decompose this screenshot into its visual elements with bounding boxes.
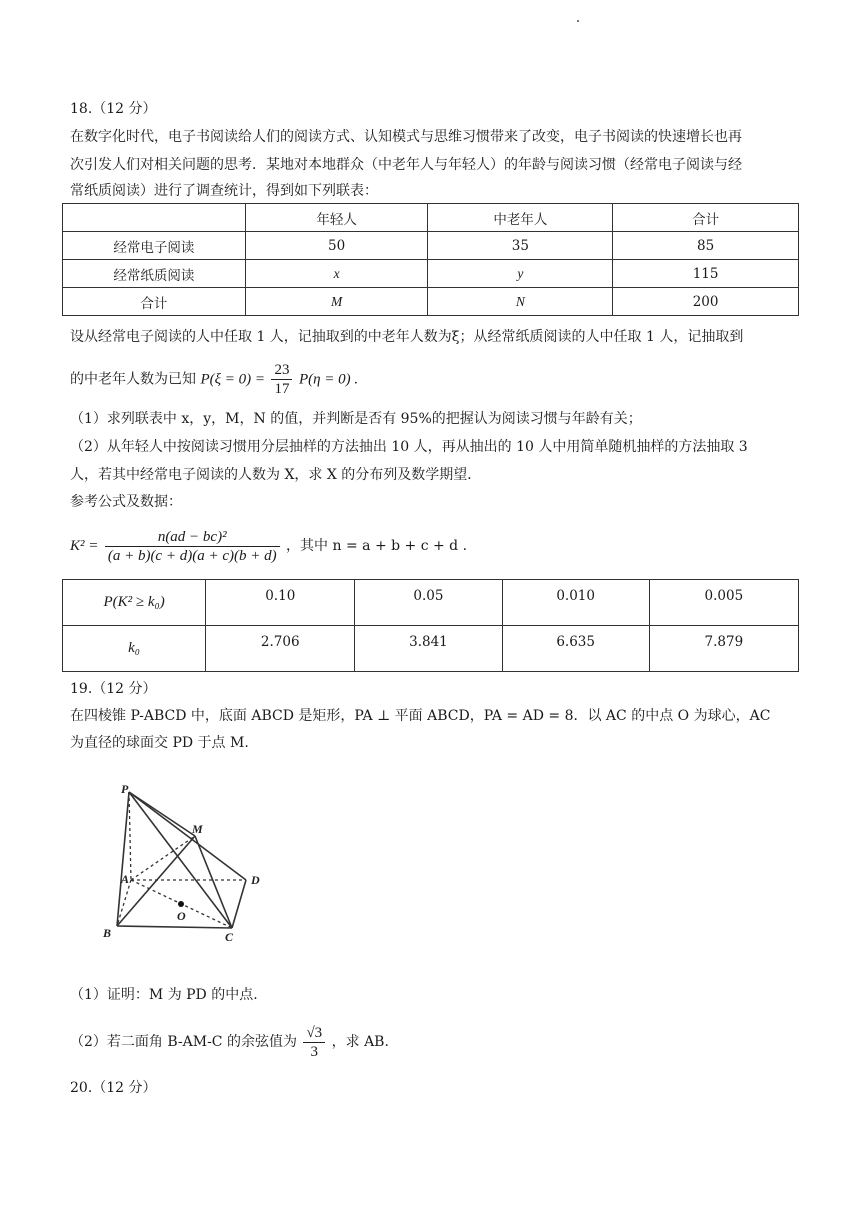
table-cell: N — [428, 288, 613, 316]
table-header-cell: 年轻人 — [245, 204, 428, 232]
cosine-numerator: √3 — [303, 1024, 325, 1043]
q19-part-2 — [70, 1023, 389, 1061]
center-point-O — [178, 901, 184, 907]
chi-square-formula — [70, 524, 467, 568]
q18-header: 18.（12 分） — [70, 101, 157, 117]
label-B: B — [103, 926, 112, 940]
table-cell: 经常纸质阅读 — [63, 260, 246, 288]
edge-PA — [129, 792, 131, 880]
pyramid-figure — [95, 780, 275, 950]
label-M: M — [192, 822, 203, 836]
fraction-numerator: 23 — [271, 361, 292, 380]
edge-PC — [129, 792, 232, 928]
table-cell: 35 — [428, 232, 613, 260]
table-cell: 0.005 — [649, 580, 798, 626]
table-cell: 7.879 — [649, 626, 798, 672]
table-cell: 115 — [613, 260, 799, 288]
edge-CD — [232, 880, 246, 928]
label-A: A — [121, 872, 130, 886]
table-row — [63, 232, 799, 260]
fraction-denominator: 17 — [274, 381, 290, 397]
edge-MC — [195, 836, 232, 928]
table-cell: y — [428, 260, 613, 288]
table-cell: 50 — [245, 232, 428, 260]
table-cell: 85 — [613, 232, 799, 260]
table-header-cell: 合计 — [613, 204, 799, 232]
condition-formula-right: P(η = 0) . — [298, 371, 359, 388]
formula-lhs: K² = — [70, 538, 99, 554]
label-D: D — [251, 873, 260, 887]
formula-numerator: n(ad − bc)² — [105, 528, 280, 547]
table-row — [63, 260, 799, 288]
part2-prefix: （2）若二面角 B-AM-C 的余弦值为 — [70, 1034, 297, 1050]
table-cell: x — [245, 260, 428, 288]
critical-value-table — [62, 579, 799, 672]
q19-line-2: 为直径的球面交 PD 于点 M. — [70, 735, 249, 751]
scan-speck — [577, 20, 579, 22]
condition-formula-left: P(ξ = 0) = — [200, 371, 266, 388]
table-cell: 0.10 — [206, 580, 355, 626]
table-row — [63, 288, 799, 316]
q18-condition-line-1: 设从经常电子阅读的人中任取 1 人，记抽取到的中老年人数为ξ；从经常纸质阅读的人中任取 1 人，记抽取到 — [70, 329, 744, 345]
q18-intro-line-2: 次引发人们对相关问题的思考．某地对本地群众（中老年人与年轻人）的年龄与阅读习惯（经常电子阅读与经 — [70, 157, 742, 173]
table-cell: 0.05 — [355, 580, 502, 626]
cosine-fraction — [303, 1024, 325, 1061]
q18-intro-line-1: 在数字化时代，电子书阅读给人们的阅读方式、认知模式与思维习惯带来了改变，电子书阅读的快速增长也再 — [70, 129, 742, 145]
edge-BC — [117, 926, 232, 928]
q18-part-1: （1）求列联表中 x，y，M，N 的值，并判断是否有 95%的把握认为阅读习惯与年龄有关； — [70, 411, 642, 427]
formula-tail: ，其中 n = a + b + c + d . — [286, 538, 468, 554]
q18-intro-line-3: 常纸质阅读）进行了调查统计，得到如下列联表： — [70, 183, 378, 199]
label-O: O — [177, 909, 186, 923]
q19-header: 19.（12 分） — [70, 681, 157, 697]
label-C: C — [225, 930, 234, 944]
table-cell: 2.706 — [206, 626, 355, 672]
formula-fraction — [105, 528, 280, 565]
cosine-denominator: 3 — [310, 1043, 319, 1060]
table-cell: 0.010 — [502, 580, 649, 626]
table-row — [63, 626, 799, 672]
q19-part-1: （1）证明：M 为 PD 的中点. — [70, 987, 258, 1003]
contingency-table — [62, 203, 799, 316]
part2-suffix: ，求 AB. — [331, 1034, 389, 1050]
q19-line-1: 在四棱锥 P-ABCD 中，底面 ABCD 是矩形，PA ⊥ 平面 ABCD，PA = AD = 8．以 AC 的中点 O 为球心，AC — [70, 708, 771, 724]
table-row — [63, 580, 799, 626]
table-cell: 3.841 — [355, 626, 502, 672]
q18-condition-line-2 — [70, 361, 358, 398]
q20-header: 20.（12 分） — [70, 1080, 157, 1096]
q18-part-2-line-1: （2）从年轻人中按阅读习惯用分层抽样的方法抽出 10 人，再从抽出的 10 人中用简单随机抽样的方法抽取 3 — [70, 439, 748, 455]
table-cell: 200 — [613, 288, 799, 316]
table-header-cell — [63, 204, 246, 232]
formula-denominator: (a + b)(c + d)(a + c)(b + d) — [107, 547, 277, 564]
table-cell: 6.635 — [502, 626, 649, 672]
table-cell: M — [245, 288, 428, 316]
table-cell: P(K² ≥ k₀) — [63, 580, 206, 626]
condition-prefix: 的中老年人数为已知 — [70, 371, 196, 388]
edge-PB — [117, 792, 129, 926]
table-cell: 合计 — [63, 288, 246, 316]
edge-PM — [129, 792, 195, 836]
q18-reference-title: 参考公式及数据： — [70, 494, 182, 510]
q18-part-2-line-2: 人，若其中经常电子阅读的人数为 X，求 X 的分布列及数学期望． — [70, 467, 482, 483]
table-cell: 经常电子阅读 — [63, 232, 246, 260]
edge-PD — [129, 792, 246, 880]
condition-fraction — [271, 361, 292, 398]
table-cell: k₀ — [63, 626, 206, 672]
table-header-cell: 中老年人 — [428, 204, 613, 232]
label-P: P — [121, 782, 129, 796]
